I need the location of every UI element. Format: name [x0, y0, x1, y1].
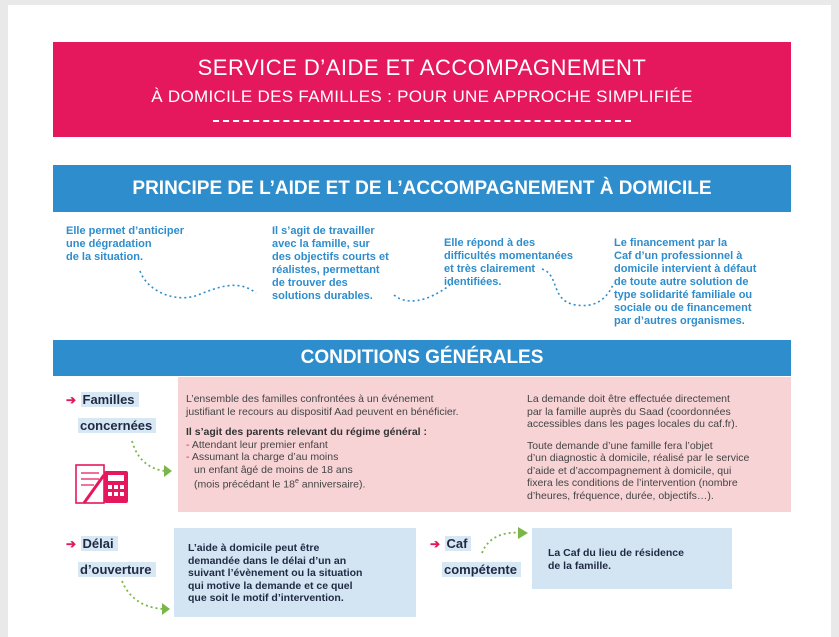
familles-right-column: [527, 393, 789, 502]
familles-bullet-2: Assumant la charge d’au moins: [191, 451, 339, 463]
page: [8, 5, 831, 637]
delai-text-line: suivant l’évènement ou la situation: [188, 567, 363, 579]
principe-item-1: [66, 225, 184, 264]
principe-item-3-line: Elle répond à des: [444, 237, 536, 249]
delai-label-line1: Délai: [81, 536, 118, 551]
principe-item-4-line: type solidarité familiale ou: [614, 289, 753, 301]
principe-item-4-line: de toute autre solution de: [614, 276, 749, 288]
familles-label: [66, 391, 156, 435]
delai-text-line: que soit le motif d’intervention.: [188, 592, 344, 604]
familles-bullet-2-text: (mois précédant le 18: [194, 478, 295, 491]
familles-right-line: accessibles dans les pages locales du caf.fr).: [527, 418, 738, 430]
principe-item-4-line: Le financement par la: [614, 237, 728, 249]
dotted-arrow-icon: [128, 437, 176, 479]
hero-dashed-divider: [213, 120, 631, 122]
principe-item-2-line: des objectifs courts et: [272, 251, 389, 263]
caf-text: [548, 547, 728, 572]
dotted-wave-icon: [138, 263, 258, 307]
familles-right-line: fixera les conditions de l’intervention (nombre: [527, 477, 738, 489]
principe-item-4-line: domicile intervient à défaut: [614, 263, 757, 275]
delai-text-line: demandée dans le délai d’un an: [188, 554, 347, 567]
principe-item-4-line: sociale ou de financement: [614, 302, 752, 314]
principe-item-2-line: avec la famille, sur: [272, 238, 370, 250]
familles-right-line: d’un diagnostic à domicile, réalisé par le service: [527, 452, 750, 464]
caf-label-line2: compétente: [442, 562, 521, 577]
principe-item-4-line: Caf d’un professionnel à: [614, 250, 743, 262]
familles-left-bold: Il s’agit des parents relevant du régime général :: [186, 426, 427, 438]
document-pen-calculator-icon: [72, 455, 136, 511]
delai-text-line: qui motive la demande et ce quel: [188, 579, 353, 592]
delai-label: [66, 535, 156, 579]
principe-item-1-line: Elle permet d’anticiper: [66, 225, 184, 237]
principe-item-1-line: une dégradation: [66, 238, 152, 250]
delai-text: [188, 542, 414, 605]
familles-left-line: justifiant le recours au dispositif Aad peuvent en bénéficier.: [186, 405, 459, 418]
principe-item-2-line: solutions durables.: [272, 290, 373, 302]
familles-label-line1: Familles: [81, 392, 139, 407]
principe-item-2-line: Il s’agit de travailler: [272, 225, 375, 237]
arrow-right-icon: ➔: [430, 537, 441, 551]
principe-item-1-line: de la situation.: [66, 251, 144, 263]
familles-label-line2: concernées: [78, 418, 156, 433]
hero-banner: [53, 42, 791, 137]
familles-right-line: par la famille auprès du Saad (coordonnées: [527, 405, 731, 418]
familles-bullet-1: Attendant leur premier enfant: [191, 438, 328, 451]
ordinal-suffix: e: [294, 478, 299, 485]
principe-item-2: [272, 225, 389, 303]
familles-right-line: Toute demande d’une famille fera l’objet: [527, 439, 713, 452]
principe-item-3-line: identifiées.: [444, 276, 502, 288]
principe-item-3-line: et très clairement: [444, 263, 536, 275]
caf-label-line1: Caf: [445, 536, 472, 551]
familles-bullet-2-line2: un enfant âgé de moins de 18 ans: [194, 463, 353, 476]
principe-item-3-line: difficultés momentanées: [444, 250, 573, 262]
principe-heading: PRINCIPE DE L’AIDE ET DE L’ACCOMPAGNEMENT À DOMICILE: [53, 165, 791, 212]
delai-text-line: L’aide à domicile peut être: [188, 542, 320, 554]
principe-item-4: [614, 237, 756, 328]
principe-item-4-line: par d’autres organismes.: [614, 315, 745, 327]
caf-text-line: La Caf du lieu de résidence: [548, 547, 684, 559]
delai-label-line2: d’ouverture: [78, 562, 156, 577]
dotted-wave-icon: [392, 275, 452, 305]
caf-text-line: de la famille.: [548, 559, 612, 572]
principe-item-2-line: réalistes, permettant: [272, 264, 380, 276]
dotted-wave-icon: [540, 265, 616, 309]
hero-title-line1: SERVICE D’AIDE ET ACCOMPAGNEMENT: [197, 55, 647, 80]
familles-bullet-2-end: anniversaire).: [298, 478, 366, 491]
familles-right-line: La demande doit être effectuée directement: [527, 393, 730, 405]
familles-right-line: d’heures, fréquence, durée, objectifs…).: [527, 489, 714, 502]
dotted-arrow-icon: [118, 577, 176, 617]
familles-bullet-2-line3: [194, 476, 506, 491]
arrow-right-icon: ➔: [66, 537, 77, 551]
arrow-right-icon: ➔: [66, 393, 77, 407]
familles-left-line: L’ensemble des familles confrontées à un événement: [186, 393, 434, 405]
hero-title-line2: À DOMICILE DES FAMILLES : POUR UNE APPROCHE SIMPLIFIÉE: [151, 87, 693, 106]
principe-item-2-line: de trouver des: [272, 277, 348, 289]
dotted-arrow-icon: [478, 525, 534, 557]
familles-right-line: d’aide et d’accompagnement à domicile, qui: [527, 464, 732, 477]
familles-left-column: L’ensemble des familles confrontées à un événement justifiant le recours au dispositif Aad peuvent en bénéficier. Il s’agit des parents relevant du régime général : - Attendant leur premier enfant - Assumant la charge d’au moins un enfant âgé de moins de 18 ans (mois précédant le 18e anniversaire).: [186, 393, 506, 491]
conditions-heading: CONDITIONS GÉNÉRALES: [53, 340, 791, 376]
